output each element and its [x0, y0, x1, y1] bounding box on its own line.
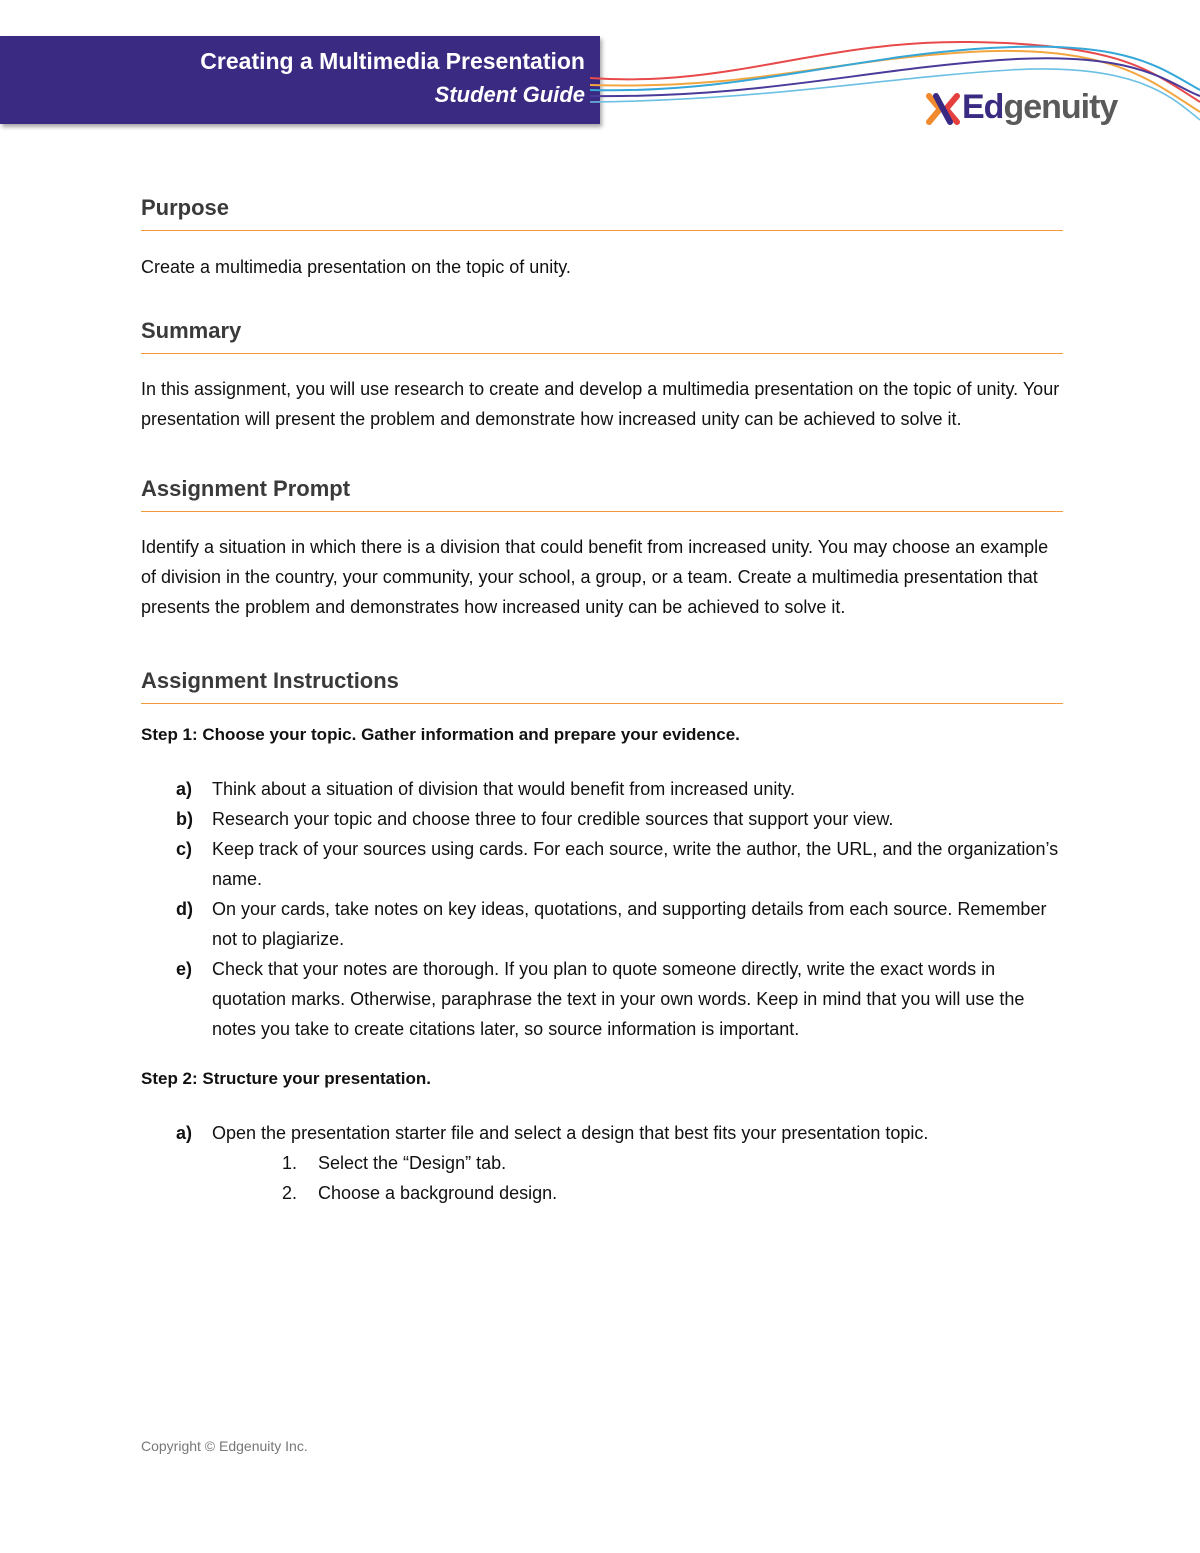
copyright-footer: Copyright © Edgenuity Inc. — [141, 1438, 308, 1454]
instructions-heading: Assignment Instructions — [141, 668, 1063, 704]
step-2-title: Step 2: Structure your presentation. — [141, 1069, 431, 1088]
document-body — [141, 195, 1063, 1208]
step-1-title: Step 1: Choose your topic. Gather information and prepare your evidence. — [141, 725, 740, 744]
list-item: c) Keep track of your sources using cards. For each source, write the author, the URL, and the organization’s name. — [176, 839, 1059, 889]
list-item: a) Think about a situation of division that would benefit from increased unity. — [176, 779, 795, 799]
prompt-text: Identify a situation in which there is a division that could benefit from increased unity. You may choose an example of division in the country, your community, your school, a group, or a team. Create a multimedia presentation that presents the problem and demonstrates how increased unity can be achieved to solve it. — [141, 537, 1049, 617]
summary-heading: Summary — [141, 318, 1063, 354]
prompt-heading: Assignment Prompt — [141, 476, 1063, 512]
purpose-heading: Purpose — [141, 195, 1063, 231]
list-item: 1. Select the “Design” tab. — [282, 1153, 507, 1173]
purpose-text: Create a multimedia presentation on the topic of unity. — [141, 257, 571, 277]
list-item: 2. Choose a background design. — [282, 1183, 558, 1203]
document-subtitle: Student Guide — [434, 82, 585, 107]
x-mark-icon — [926, 92, 960, 126]
list-item: d) On your cards, take notes on key ideas, quotations, and supporting details from each source. Remember not to plagiarize. — [176, 899, 1047, 949]
list-item: e) Check that your notes are thorough. If you plan to quote someone directly, write the exact words in quotation marks. Otherwise, paraphrase the text in your own words. Keep in mind that you will use the notes you take to create citations later, so source information is important. — [176, 959, 1025, 1039]
header-banner — [0, 36, 600, 124]
step-2-list — [141, 1118, 1063, 1148]
document-title: Creating a Multimedia Presentation — [200, 48, 585, 74]
summary-text: In this assignment, you will use research to create and develop a multimedia presentation on the topic of unity. Your presentation will present the problem and demonstrate how increased unity can be achieved to solve it. — [141, 379, 1060, 429]
step-1-list — [141, 774, 1063, 1044]
list-item: a) Open the presentation starter file and select a design that best fits your presentation topic. — [176, 1123, 929, 1143]
logo-wordmark: Edgenuity — [962, 88, 1118, 126]
list-item: b) Research your topic and choose three to four credible sources that support your view. — [176, 809, 894, 829]
step-2-sublist — [141, 1148, 1063, 1208]
